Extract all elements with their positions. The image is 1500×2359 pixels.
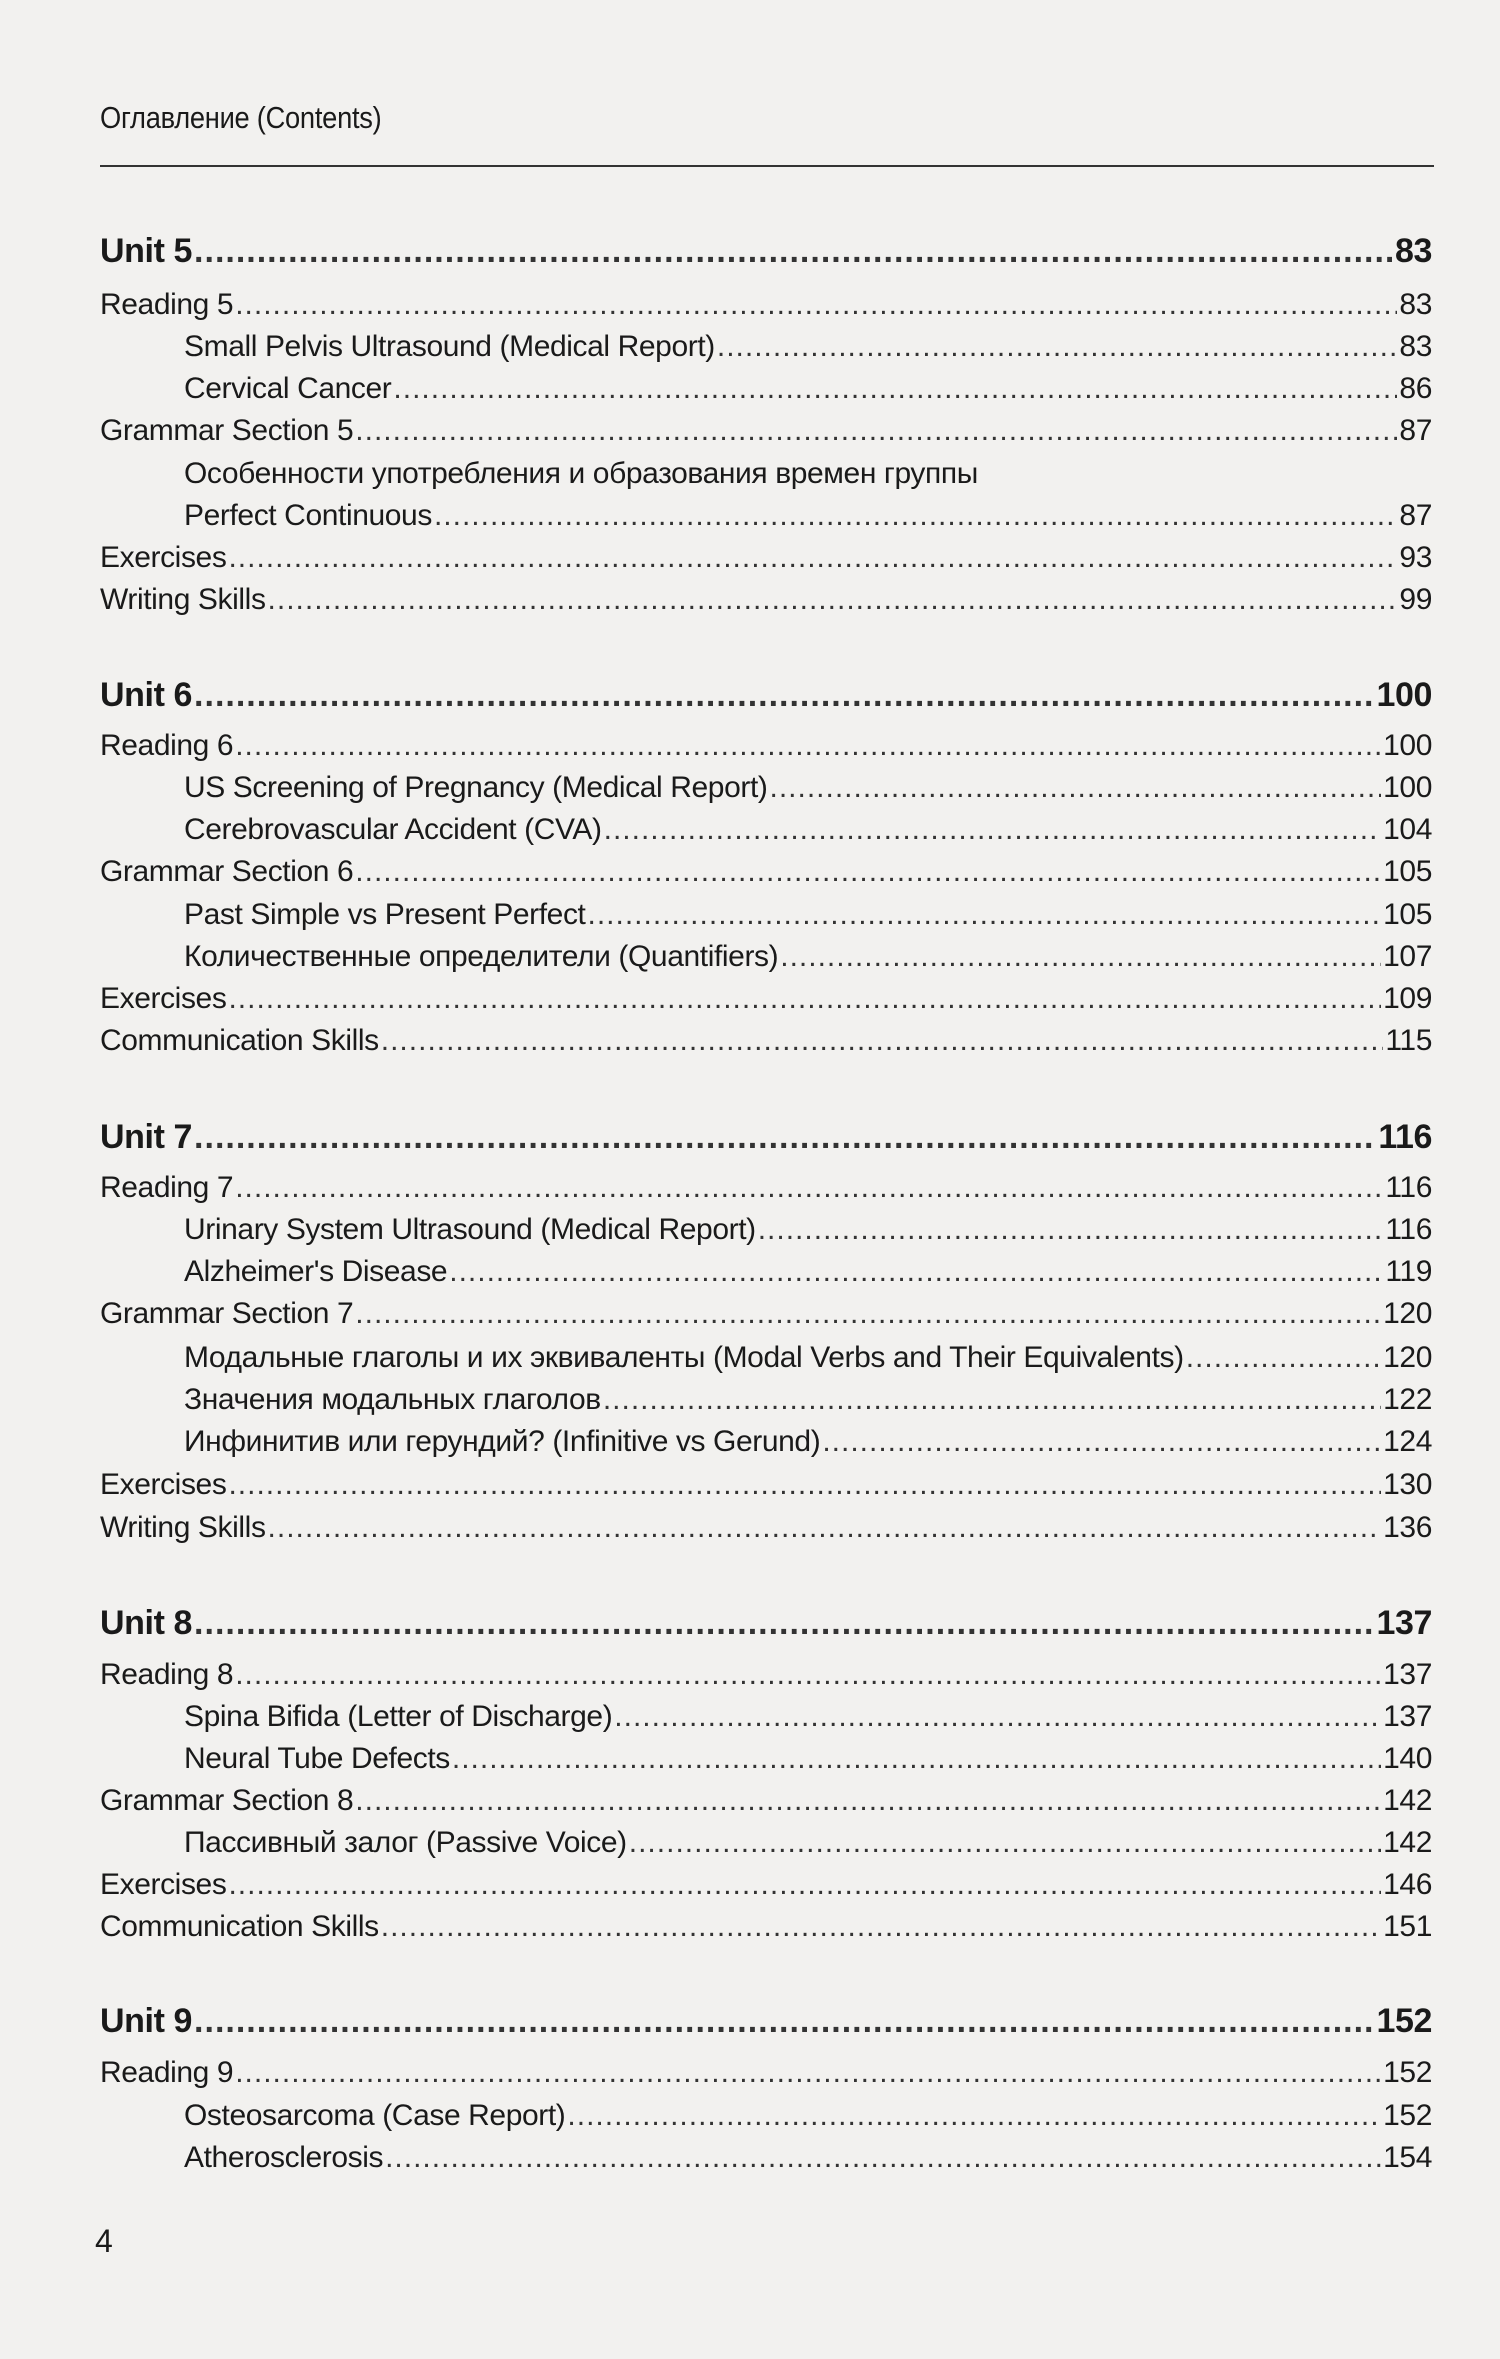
- toc-entry-page: 120: [1383, 1341, 1432, 1374]
- toc-entry: [184, 1739, 1432, 1779]
- dot-leader: [629, 1823, 1381, 1863]
- toc-entry-page: 87: [1399, 414, 1432, 447]
- page-header-title: Оглавление (Contents): [100, 100, 382, 135]
- toc-entry-label: Urinary System Ultrasound (Medical Report): [184, 1213, 756, 1246]
- toc-entry-page: 130: [1383, 1468, 1432, 1501]
- toc-entry-page: 137: [1376, 1604, 1432, 1642]
- toc-entry: [184, 369, 1432, 409]
- toc-entry-label: Osteosarcoma (Case Report): [184, 2099, 566, 2132]
- toc-entry-label: Grammar Section 7: [100, 1297, 354, 1330]
- toc-entry: [100, 1465, 1432, 1505]
- toc-entry-page: 86: [1399, 372, 1432, 405]
- dot-leader: [194, 1600, 1374, 1646]
- dot-leader: [758, 1210, 1384, 1250]
- dot-leader: [603, 1380, 1381, 1420]
- toc-entry-label: Perfect Continuous: [184, 499, 432, 532]
- toc-entry-page: 116: [1378, 1118, 1432, 1156]
- toc-entry-page: 137: [1383, 1658, 1432, 1691]
- toc-unit-heading: [100, 228, 1432, 274]
- toc-entry: [100, 1865, 1432, 1905]
- toc-entry-label: Alzheimer's Disease: [184, 1255, 448, 1288]
- toc-entry: [184, 2096, 1432, 2136]
- dot-leader: [567, 2096, 1381, 2136]
- toc-entry-page: 104: [1383, 813, 1432, 846]
- toc-entry: [100, 1655, 1432, 1695]
- toc-entry-label: Past Simple vs Present Perfect: [184, 898, 586, 931]
- toc-entry: [100, 1021, 1432, 1061]
- toc-entry-label: Пассивный залог (Passive Voice): [184, 1826, 627, 1859]
- toc-entry-page: 140: [1383, 1742, 1432, 1775]
- toc-entry-page: 83: [1394, 232, 1432, 270]
- toc-entry-page: 83: [1399, 288, 1432, 321]
- toc-entry-label: Communication Skills: [100, 1024, 379, 1057]
- toc-entry: [100, 2053, 1432, 2093]
- dot-leader: [235, 2053, 1381, 2093]
- dot-leader: [228, 1465, 1381, 1505]
- toc-entry: [184, 1422, 1432, 1462]
- toc-entry-label: Spina Bifida (Letter of Discharge): [184, 1700, 613, 1733]
- toc-entry-label: Особенности употребления и образования времен группы: [184, 457, 978, 490]
- toc-entry-page: 124: [1383, 1425, 1432, 1458]
- toc-entry-label: Unit 8: [100, 1604, 193, 1642]
- toc-entry-page: 136: [1383, 1511, 1432, 1544]
- toc-entry-page: 151: [1383, 1910, 1432, 1943]
- dot-leader: [452, 1739, 1381, 1779]
- dot-leader: [194, 228, 1393, 274]
- dot-leader: [769, 768, 1381, 808]
- dot-leader: [194, 672, 1374, 718]
- toc-entry-page: 120: [1383, 1297, 1432, 1330]
- page-number: 4: [95, 2223, 113, 2259]
- toc-entry: [100, 538, 1432, 578]
- dot-leader: [614, 1697, 1381, 1737]
- toc-entry-label: Exercises: [100, 1468, 227, 1501]
- toc-entry: [184, 937, 1432, 977]
- dot-leader: [268, 1508, 1382, 1548]
- dot-leader: [355, 411, 1397, 451]
- toc-entry-label: Cerebrovascular Accident (CVA): [184, 813, 602, 846]
- toc-entry-page: 105: [1383, 855, 1432, 888]
- toc-entry-label: Neural Tube Defects: [184, 1742, 450, 1775]
- toc-entry-page: 142: [1383, 1826, 1432, 1859]
- toc-entry-label: Writing Skills: [100, 1511, 266, 1544]
- toc-entry: [184, 1338, 1432, 1378]
- dot-leader: [717, 327, 1398, 367]
- toc-entry: [184, 895, 1432, 935]
- toc-entry-label: Reading 9: [100, 2056, 234, 2089]
- toc-unit-heading: [100, 1114, 1432, 1160]
- toc-entry: [100, 1781, 1432, 1821]
- dot-leader: [194, 1998, 1374, 2044]
- toc-entry-page: 99: [1399, 583, 1432, 616]
- toc-entry-label: Unit 5: [100, 232, 193, 270]
- dot-leader: [1186, 1338, 1381, 1378]
- toc-entry: [184, 1210, 1432, 1250]
- toc-entry-label: Значения модальных глаголов: [184, 1383, 601, 1416]
- dot-leader: [381, 1021, 1384, 1061]
- dot-leader: [355, 852, 1381, 892]
- dot-leader: [434, 496, 1397, 536]
- toc-entry-page: 100: [1383, 729, 1432, 762]
- dot-leader: [780, 937, 1381, 977]
- dot-leader: [449, 1252, 1383, 1292]
- dot-leader: [268, 580, 1398, 620]
- toc-entry-page: 100: [1383, 771, 1432, 804]
- toc-entry-page: 115: [1385, 1024, 1432, 1057]
- toc-entry-label: Инфинитив или герундий? (Infinitive vs Gerund): [184, 1425, 821, 1458]
- toc-entry: [184, 496, 1432, 536]
- toc-entry: [100, 1907, 1432, 1947]
- toc-entry: [100, 1508, 1432, 1548]
- toc-entry-page: 119: [1385, 1255, 1432, 1288]
- toc-entry-label: Количественные определители (Quantifiers): [184, 940, 779, 973]
- toc-entry: [100, 285, 1432, 325]
- toc-entry-page: 109: [1383, 982, 1432, 1015]
- toc-entry: [100, 979, 1432, 1019]
- toc-entry: [100, 580, 1432, 620]
- toc-entry-page: 146: [1383, 1868, 1432, 1901]
- toc-entry-page: 142: [1383, 1784, 1432, 1817]
- toc-entry-label: Grammar Section 6: [100, 855, 354, 888]
- toc-entry-page: 152: [1376, 2002, 1432, 2040]
- toc-entry-label: US Screening of Pregnancy (Medical Report): [184, 771, 768, 804]
- dot-leader: [822, 1422, 1381, 1462]
- toc-entry-label: Exercises: [100, 541, 227, 574]
- toc-entry-page: 122: [1383, 1383, 1432, 1416]
- dot-leader: [604, 810, 1382, 850]
- toc-entry-page: 154: [1383, 2141, 1432, 2174]
- dot-leader: [228, 1865, 1381, 1905]
- toc-entry-label: Модальные глаголы и их эквиваленты (Modal Verbs and Their Equivalents): [184, 1341, 1184, 1374]
- toc-entry-label: Communication Skills: [100, 1910, 379, 1943]
- toc-entry-page: 100: [1376, 676, 1432, 714]
- toc-entry-page: 107: [1383, 940, 1432, 973]
- toc-entry-label: Writing Skills: [100, 583, 266, 616]
- dot-leader: [381, 1907, 1381, 1947]
- toc-entry-label: Reading 8: [100, 1658, 234, 1691]
- toc-entry-label: Cervical Cancer: [184, 372, 392, 405]
- toc-unit-heading: [100, 672, 1432, 718]
- toc-entry-page: 116: [1385, 1213, 1432, 1246]
- toc-entry: [184, 1252, 1432, 1292]
- toc-entry-page: 137: [1383, 1700, 1432, 1733]
- toc-entry: [184, 2138, 1432, 2178]
- toc-entry: [100, 1168, 1432, 1208]
- dot-leader: [355, 1294, 1381, 1334]
- dot-leader: [355, 1781, 1381, 1821]
- toc-entry: [100, 852, 1432, 892]
- dot-leader: [588, 895, 1382, 935]
- dot-leader: [235, 1655, 1381, 1695]
- dot-leader: [194, 1114, 1376, 1160]
- toc-entry: [100, 726, 1432, 766]
- toc-entry-page: 152: [1383, 2099, 1432, 2132]
- toc-entry-label: Unit 7: [100, 1118, 193, 1156]
- toc-entry-label: Exercises: [100, 1868, 227, 1901]
- toc-entry-page: 83: [1399, 330, 1432, 363]
- toc-entry-label: Unit 6: [100, 676, 193, 714]
- toc-entry: [184, 1823, 1432, 1863]
- toc-entry-label: Reading 5: [100, 288, 234, 321]
- toc-entry: [100, 411, 1432, 451]
- toc-unit-heading: [100, 1998, 1432, 2044]
- toc-entry-page: 152: [1383, 2056, 1432, 2089]
- toc-entry-label: Reading 6: [100, 729, 234, 762]
- dot-leader: [385, 2138, 1381, 2178]
- toc-entry-label: Reading 7: [100, 1171, 234, 1204]
- toc-entry: [100, 1294, 1432, 1334]
- dot-leader: [228, 538, 1397, 578]
- toc-entry-label: Grammar Section 5: [100, 414, 354, 447]
- dot-leader: [235, 285, 1397, 325]
- toc-entry-label: Small Pelvis Ultrasound (Medical Report): [184, 330, 715, 363]
- toc-entry: [184, 454, 978, 494]
- toc-entry: [184, 1697, 1432, 1737]
- toc-entry: [184, 1380, 1432, 1420]
- dot-leader: [235, 1168, 1383, 1208]
- toc-entry-label: Unit 9: [100, 2002, 193, 2040]
- toc-entry-page: 87: [1399, 499, 1432, 532]
- toc-entry-label: Exercises: [100, 982, 227, 1015]
- toc-unit-heading: [100, 1600, 1432, 1646]
- dot-leader: [393, 369, 1397, 409]
- toc-entry-page: 105: [1383, 898, 1432, 931]
- toc-entry-label: Atherosclerosis: [184, 2141, 384, 2174]
- dot-leader: [228, 979, 1381, 1019]
- toc-entry-page: 116: [1385, 1171, 1432, 1204]
- toc-entry: [184, 768, 1432, 808]
- toc-entry: [184, 810, 1432, 850]
- toc-entry-page: 93: [1399, 541, 1432, 574]
- toc-entry: [184, 327, 1432, 367]
- dot-leader: [235, 726, 1381, 766]
- toc-entry-label: Grammar Section 8: [100, 1784, 354, 1817]
